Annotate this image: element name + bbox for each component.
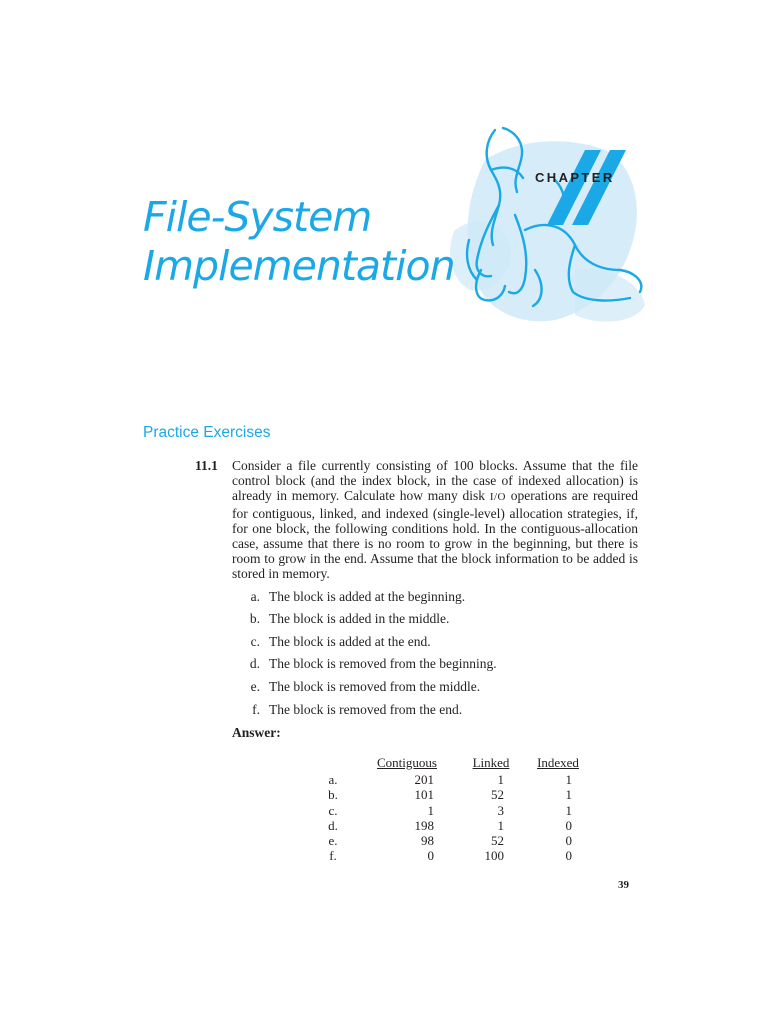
exercise-text [232, 458, 638, 582]
linked-cell: 1 [497, 817, 504, 833]
option-text: The block is removed from the beginning. [269, 656, 497, 671]
table-row [310, 818, 592, 833]
contiguous-cell: 198 [414, 817, 434, 833]
chapter-title-line-1: File-System [143, 193, 372, 241]
row-label: d. [328, 817, 338, 833]
answer-table [310, 755, 592, 864]
row-label: a. [328, 772, 338, 787]
table-row [310, 787, 592, 802]
linked-cell: 1 [497, 772, 504, 787]
option-letter: d. [249, 656, 260, 671]
option-letter: a. [250, 589, 260, 604]
exercise-text-part-1: Consider a file currently consisting of 100 blocks. Assume that the file control block (and the index block, in the case of indexed allocation) is already in memory. Calculate how many disk [232, 458, 638, 504]
option-text: The block is added at the end. [269, 634, 431, 649]
row-label: e. [328, 833, 338, 849]
contiguous-cell: 98 [421, 833, 434, 849]
seated-dog-sketch-icon [425, 120, 655, 335]
linked-cell: 52 [491, 833, 504, 849]
answer-label: Answer: [232, 725, 281, 740]
indexed-cell: 0 [565, 833, 572, 849]
indexed-cell: 1 [565, 787, 572, 803]
table-row [310, 803, 592, 818]
linked-cell: 52 [491, 787, 504, 803]
contiguous-cell: 201 [414, 772, 434, 787]
indexed-cell: 0 [565, 817, 572, 833]
option-letter: b. [249, 611, 260, 626]
io-term: I/O [489, 491, 506, 504]
column-header-indexed: Indexed [537, 755, 579, 770]
column-header-linked: Linked [472, 755, 510, 770]
answer-table-header-row [310, 755, 592, 772]
option-text: The block is added at the beginning. [269, 589, 466, 604]
indexed-cell: 1 [565, 802, 572, 818]
contiguous-cell: 1 [427, 802, 434, 818]
linked-cell: 3 [497, 802, 504, 818]
option-text: The block is added in the middle. [269, 611, 450, 626]
row-label: c. [328, 802, 338, 818]
exercise-text-part-2: operations are required for contiguous, linked, and indexed (single-level) allocation strategies, if, for one block, the following conditions hold. In the contiguous-allocation case, assume that there is no room to grow in the beginning, but there is room to grow in the end. Assume that the block information to be added is stored in memory. [232, 488, 638, 582]
row-label: b. [328, 787, 338, 803]
table-row [310, 772, 592, 787]
table-row [310, 833, 592, 848]
contiguous-cell: 0 [427, 848, 434, 864]
row-label: f. [329, 848, 337, 864]
option-letter: f. [252, 702, 260, 717]
page-number: 39 [618, 879, 629, 891]
chapter-title-line-2: Implementation [143, 242, 455, 290]
column-header-contiguous: Contiguous [377, 755, 437, 770]
option-letter: e. [250, 679, 260, 694]
answer-table-corner [310, 755, 356, 772]
indexed-cell: 0 [565, 848, 572, 864]
table-row [310, 848, 592, 863]
section-heading: Practice Exercises [143, 424, 271, 441]
chapter-label: CHAPTER [535, 170, 615, 185]
linked-cell: 100 [484, 848, 504, 864]
option-letter: c. [250, 634, 260, 649]
option-text: The block is removed from the end. [269, 702, 463, 717]
option-text: The block is removed from the middle. [269, 679, 481, 694]
exercise-number: 11.1 [195, 458, 218, 473]
indexed-cell: 1 [565, 772, 572, 787]
contiguous-cell: 101 [414, 787, 434, 803]
